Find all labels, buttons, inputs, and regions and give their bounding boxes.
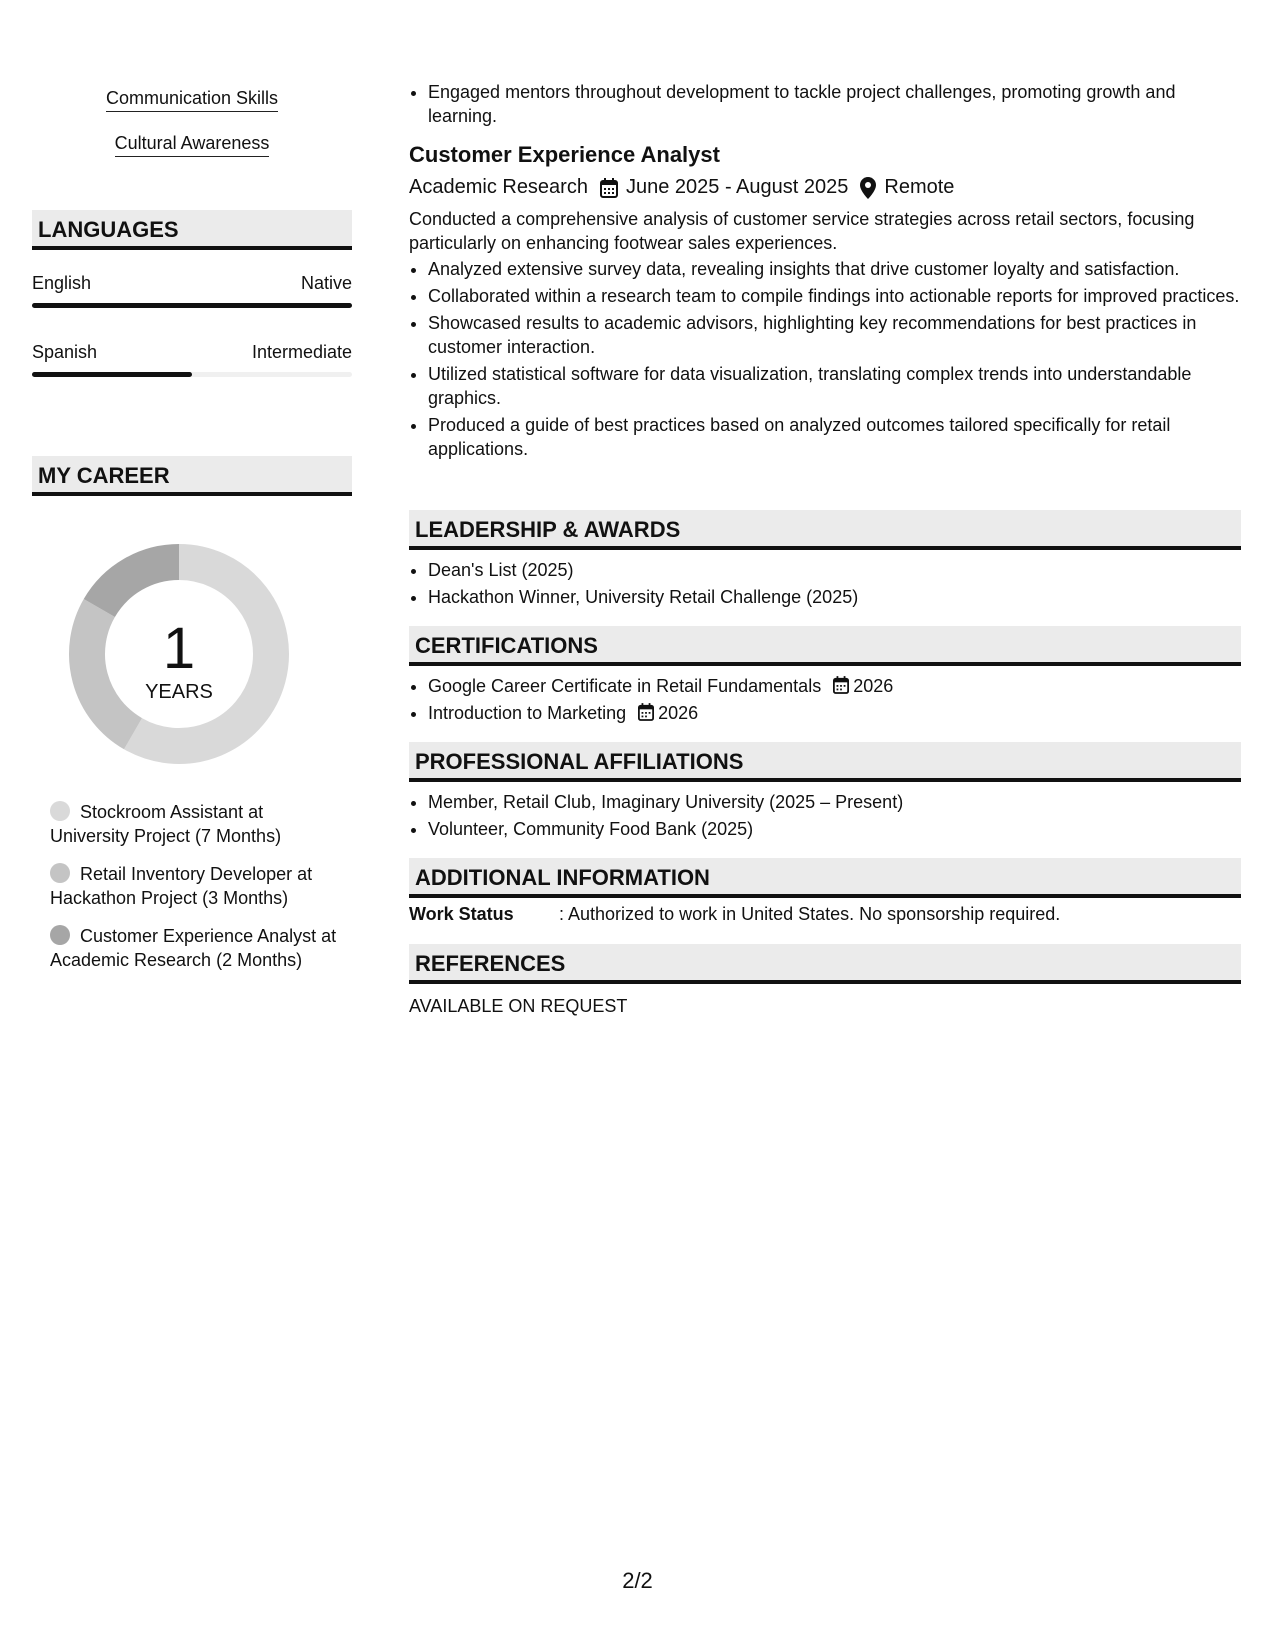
career-donut bbox=[66, 541, 292, 767]
list-item: • Produced a guide of best practices based on analyzed outcomes tailored specifically for retail applications. bbox=[428, 413, 1241, 461]
languages-heading: LANGUAGES bbox=[32, 210, 352, 250]
certifications-heading: CERTIFICATIONS bbox=[409, 626, 1241, 666]
page-number: 2/2 bbox=[622, 1568, 653, 1593]
donut-segment bbox=[99, 562, 179, 608]
leadership-heading: LEADERSHIP & AWARDS bbox=[409, 510, 1241, 550]
list-item: • Dean's List (2025) bbox=[428, 558, 1241, 582]
language-bar-fill bbox=[32, 303, 352, 308]
list-item: • Introduction to Marketing 2026 bbox=[428, 701, 1241, 725]
career-legend-item: Stockroom Assistant at University Project (7 Months) bbox=[50, 802, 282, 846]
job-entry bbox=[409, 142, 1241, 464]
job-location: Remote bbox=[884, 176, 955, 198]
list-item: • Showcased results to academic advisors, highlighting key recommendations for best practices in customer interaction. bbox=[428, 311, 1241, 359]
skill-item: Communication Skills bbox=[32, 88, 352, 112]
additional-info-heading: ADDITIONAL INFORMATION bbox=[409, 858, 1241, 898]
career-total: 1 bbox=[162, 616, 196, 681]
calendar-icon bbox=[600, 178, 618, 198]
calendar-icon bbox=[833, 676, 849, 694]
work-status-key: Work Status bbox=[409, 904, 514, 924]
list-item: • Google Career Certificate in Retail Fundamentals 2026 bbox=[428, 674, 1241, 698]
language-bar bbox=[32, 303, 352, 308]
language-row bbox=[32, 342, 352, 363]
location-pin-icon bbox=[860, 177, 876, 199]
legend-dot bbox=[50, 863, 70, 883]
donut-segment bbox=[87, 608, 133, 734]
language-level: Intermediate bbox=[251, 342, 352, 362]
references-heading: REFERENCES bbox=[409, 944, 1241, 984]
career-legend-item: Retail Inventory Developer at Hackathon Project (3 Months) bbox=[50, 864, 313, 908]
list-item: • Hackathon Winner, University Retail Challenge (2025) bbox=[428, 585, 1241, 609]
list-item: • Member, Retail Club, Imaginary University (2025 – Present) bbox=[428, 790, 1241, 814]
list-item: • Analyzed extensive survey data, revealing insights that drive customer loyalty and satisfaction. bbox=[428, 257, 1241, 281]
career-unit: YEARS bbox=[145, 681, 213, 703]
job-summary: Conducted a comprehensive analysis of customer service strategies across retail sectors, focusing particularly on enhancing footwear sales experiences. bbox=[409, 209, 1195, 253]
donut-segment bbox=[133, 562, 271, 746]
calendar-icon bbox=[638, 703, 654, 721]
job-meta bbox=[409, 176, 1241, 199]
affiliations-list bbox=[409, 790, 1241, 844]
career-heading: MY CAREER bbox=[32, 456, 352, 496]
job-org: Academic Research bbox=[409, 176, 588, 198]
legend-dot bbox=[50, 925, 70, 945]
language-row bbox=[32, 273, 352, 294]
list-item: • Engaged mentors throughout development to tackle project challenges, promoting growth and learning. bbox=[428, 80, 1241, 128]
language-bar-fill bbox=[32, 372, 192, 377]
language-name: English bbox=[32, 273, 92, 293]
job-dates: June 2025 - August 2025 bbox=[625, 176, 849, 198]
list-item: • Volunteer, Community Food Bank (2025) bbox=[428, 817, 1241, 841]
list-item: • Utilized statistical software for data visualization, translating complex trends into understandable graphics. bbox=[428, 362, 1241, 410]
language-level: Native bbox=[300, 273, 352, 293]
work-status-value: : Authorized to work in United States. No sponsorship required. bbox=[559, 904, 1061, 924]
career-legend-item: Customer Experience Analyst at Academic Research (2 Months) bbox=[50, 926, 337, 970]
language-name: Spanish bbox=[32, 342, 98, 362]
skill-item: Cultural Awareness bbox=[32, 133, 352, 157]
legend-dot bbox=[50, 801, 70, 821]
previous-job-bullets bbox=[409, 80, 1241, 131]
affiliations-heading: PROFESSIONAL AFFILIATIONS bbox=[409, 742, 1241, 782]
language-bar bbox=[32, 372, 352, 377]
job-title: Customer Experience Analyst bbox=[409, 142, 720, 167]
certifications-list bbox=[409, 674, 1241, 728]
list-item: • Collaborated within a research team to compile findings into actionable reports for improved practices. bbox=[428, 284, 1241, 308]
leadership-list bbox=[409, 558, 1241, 612]
work-status-row bbox=[409, 904, 1241, 925]
references-text: AVAILABLE ON REQUEST bbox=[409, 996, 628, 1016]
